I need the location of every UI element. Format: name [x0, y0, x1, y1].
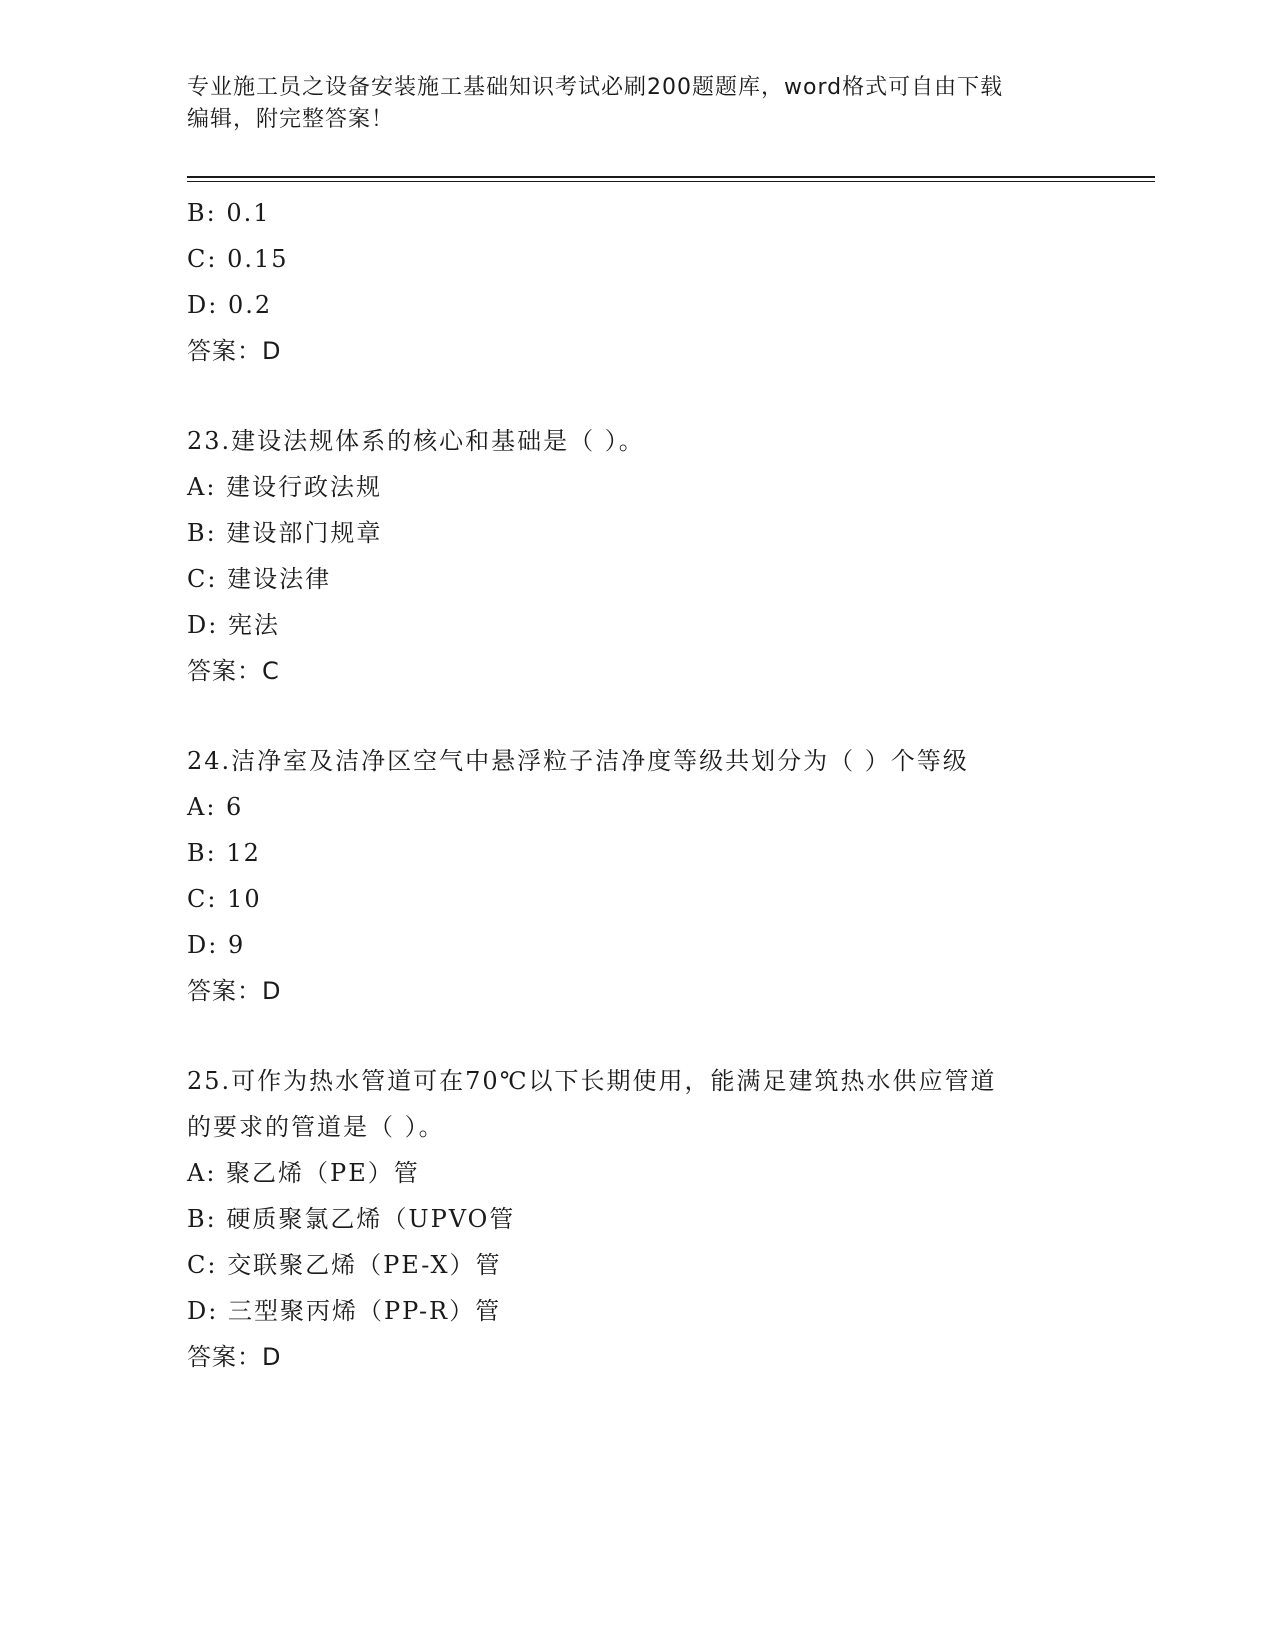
answer-line: 答案：D [187, 337, 282, 365]
header-title-line-1: 专业施工员之设备安装施工基础知识考试必刷200题题库，word格式可自由下载 [187, 75, 1004, 100]
header-title-line-2: 编辑，附完整答案！ [187, 107, 395, 132]
option-c: C: 交联聚乙烯（PE-X）管 [187, 1251, 502, 1279]
option-d: D: 宪法 [187, 611, 280, 639]
document-header [187, 72, 1087, 136]
question-stem-line-1: 25.可作为热水管道可在70℃以下长期使用，能满足建筑热水供应管道 [187, 1067, 997, 1095]
question-stem-line-2: 的要求的管道是（ ）。 [187, 1113, 445, 1141]
answer-line: 答案：D [187, 977, 282, 1005]
question-24 [187, 738, 1087, 1014]
option-a: A: 6 [187, 793, 244, 821]
answer-line: 答案：C [187, 657, 280, 685]
option-c: C: 10 [187, 885, 262, 913]
question-23 [187, 418, 1087, 694]
option-b: B: 硬质聚氯乙烯（UPVO管 [187, 1205, 516, 1233]
option-c: C: 0.15 [187, 245, 289, 273]
question-list [187, 190, 1087, 1380]
option-b: B: 12 [187, 839, 261, 867]
question-stem: 23.建设法规体系的核心和基础是（ ）。 [187, 427, 645, 455]
option-d: D: 0.2 [187, 291, 273, 319]
header-divider-thin [187, 181, 1155, 182]
option-c: C: 建设法律 [187, 565, 332, 593]
question-stem: 24.洁净室及洁净区空气中悬浮粒子洁净度等级共划分为（ ）个等级 [187, 747, 969, 775]
option-d: D: 三型聚丙烯（PP-R）管 [187, 1297, 502, 1325]
question-22-continuation [187, 190, 1087, 374]
option-a: A: 建设行政法规 [187, 473, 383, 501]
question-25 [187, 1058, 1087, 1380]
option-b: B: 建设部门规章 [187, 519, 383, 547]
option-b: B: 0.1 [187, 199, 271, 227]
option-d: D: 9 [187, 931, 246, 959]
header-divider-thick [187, 176, 1155, 178]
option-a: A: 聚乙烯（PE）管 [187, 1159, 420, 1187]
answer-line: 答案：D [187, 1343, 282, 1371]
